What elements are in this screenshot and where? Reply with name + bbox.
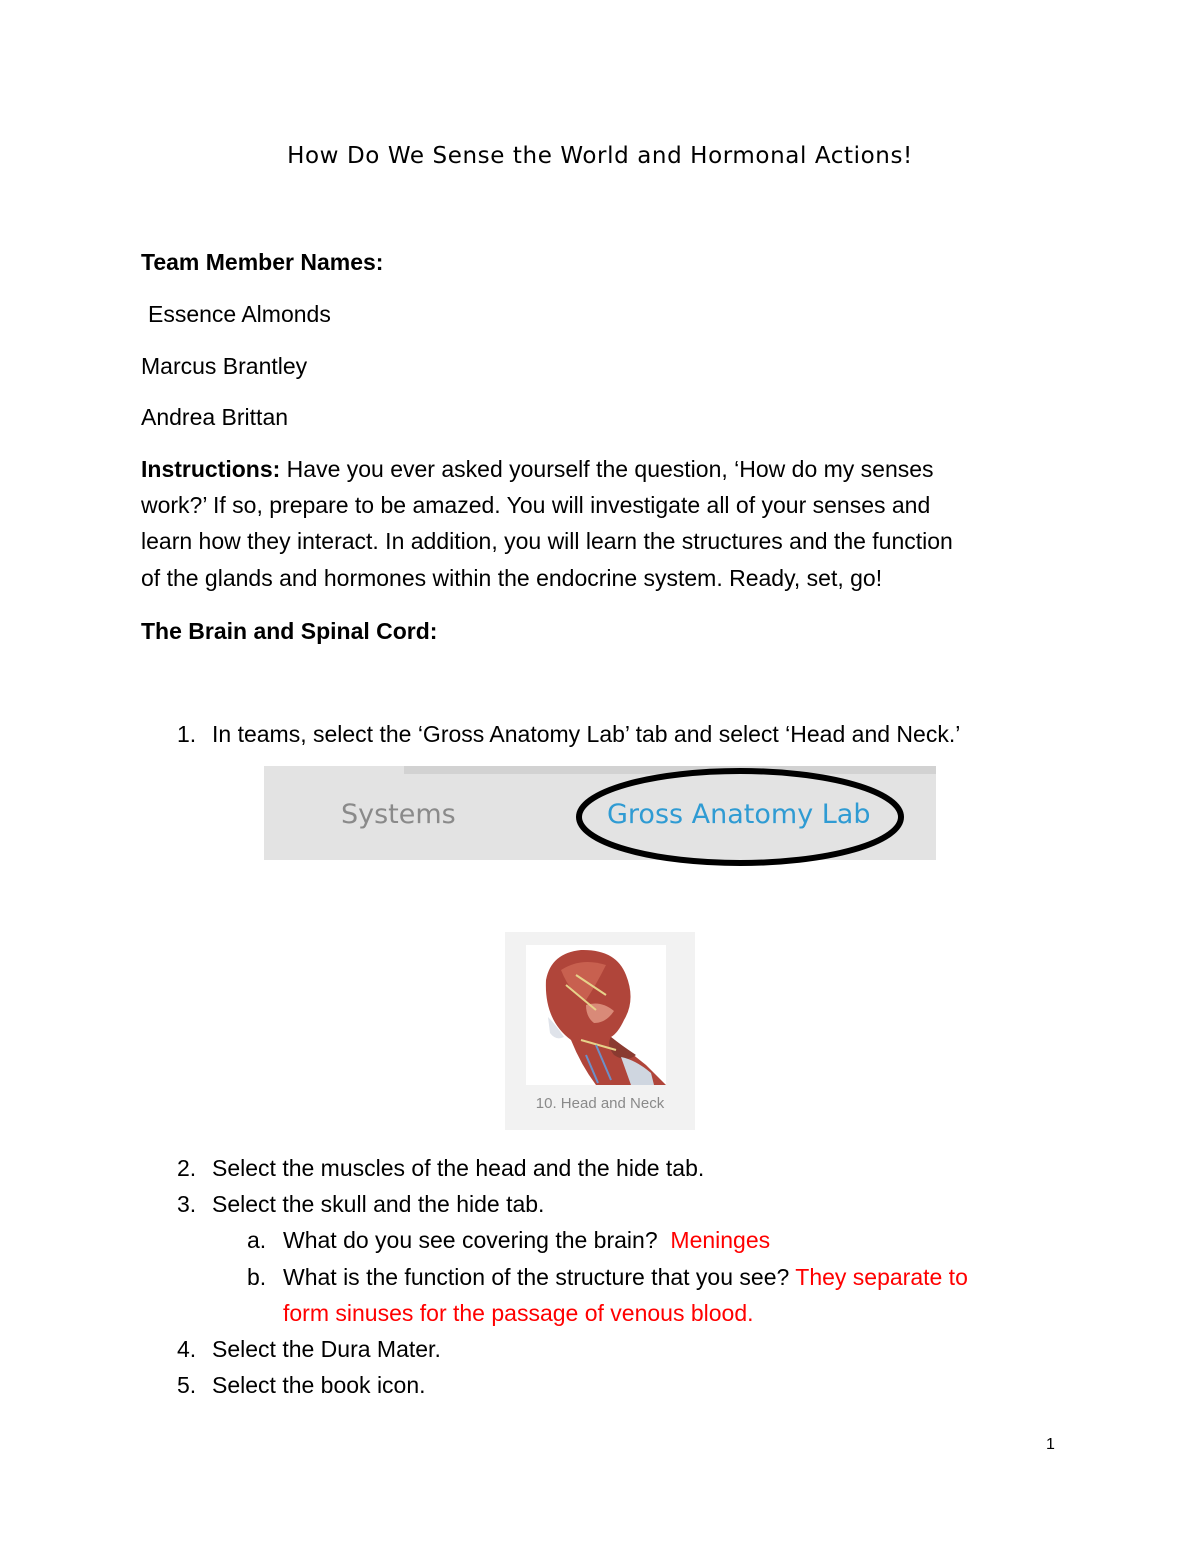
- team-member-1: Essence Almonds: [148, 301, 331, 327]
- step-4-number: 4.: [177, 1336, 197, 1362]
- step-3-text: Select the skull and the hide tab.: [212, 1191, 545, 1217]
- instructions-label: Instructions:: [141, 456, 281, 482]
- head-and-neck-thumbnail-figure: [505, 932, 695, 1130]
- highlight-circle-annotation: [264, 766, 936, 876]
- thumbnail-caption: 10. Head and Neck: [535, 1095, 665, 1112]
- step-2-number: 2.: [177, 1155, 197, 1181]
- substep-b-answer-2: form sinuses for the passage of venous blood.: [283, 1300, 754, 1326]
- substep-b-letter: b.: [247, 1264, 267, 1290]
- substep-a-letter: a.: [247, 1227, 267, 1253]
- step-1-number: 1.: [177, 721, 197, 747]
- step-3-number: 3.: [177, 1191, 197, 1217]
- substep-a-answer: Meninges: [670, 1227, 771, 1253]
- page-number: 1: [1046, 1436, 1055, 1453]
- section-heading: The Brain and Spinal Cord:: [141, 618, 438, 644]
- team-member-3: Andrea Brittan: [141, 404, 289, 430]
- instructions-line-4: of the glands and hormones within the endocrine system. Ready, set, go!: [141, 565, 883, 591]
- substep-b-line-1: [283, 1259, 968, 1295]
- step-5-text: Select the book icon.: [212, 1372, 426, 1398]
- gross-anatomy-lab-tab: Gross Anatomy Lab: [607, 799, 871, 830]
- page-title: How Do We Sense the World and Hormonal Actions!: [287, 143, 913, 169]
- step-1-text: In teams, select the ‘Gross Anatomy Lab’ tab and select ‘Head and Neck.’: [212, 721, 961, 747]
- step-4-text: Select the Dura Mater.: [212, 1336, 441, 1362]
- substep-b-answer-1: They separate to: [795, 1264, 968, 1290]
- head-anatomy-illustration: [526, 945, 666, 1085]
- instructions-line-3: learn how they interact. In addition, you will learn the structures and the function: [141, 528, 953, 554]
- substep-a-line: [283, 1222, 770, 1258]
- substep-b-question: What is the function of the structure that you see?: [283, 1264, 790, 1290]
- instructions-line-2: work?’ If so, prepare to be amazed. You will investigate all of your senses and: [141, 492, 931, 518]
- systems-tab: Systems: [341, 799, 456, 830]
- team-member-2: Marcus Brantley: [141, 353, 308, 379]
- team-label: Team Member Names:: [141, 249, 384, 275]
- substep-a-question: What do you see covering the brain?: [283, 1227, 658, 1253]
- step-2-text: Select the muscles of the head and the hide tab.: [212, 1155, 705, 1181]
- tabs-screenshot-figure: [264, 766, 936, 860]
- step-5-number: 5.: [177, 1372, 197, 1398]
- instructions-text-1: Have you ever asked yourself the question, ‘How do my senses: [286, 456, 934, 482]
- head-and-neck-image: [526, 945, 666, 1085]
- instructions-line-1: [141, 451, 934, 487]
